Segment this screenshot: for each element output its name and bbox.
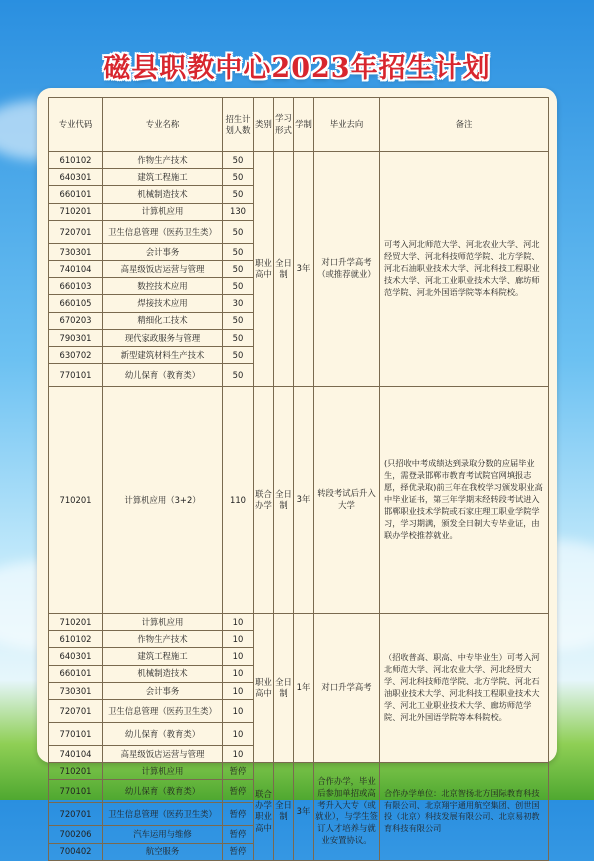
major-name: 精细化工技术	[103, 312, 223, 329]
enrollment-table	[48, 97, 549, 861]
study-form: 全日制	[274, 152, 294, 387]
header-plan: 招生计划人数	[223, 98, 254, 152]
remarks: （招收普高、职高、中专毕业生）可考入河北师范大学、河北农业大学、河北经贸大学、河北科技师范学院、北方学院、河北石油职业技术大学、河北科技工程职业技术大学、河北工业职业技术大学、廊坊师范学院、河北外国语学院等本科院校。	[380, 614, 549, 763]
plan-count: 暂停	[223, 843, 254, 860]
major-code: 720701	[49, 700, 103, 723]
major-name: 幼儿保育（教育类）	[103, 780, 223, 803]
major-name: 建筑工程施工	[103, 169, 223, 186]
major-name: 作物生产技术	[103, 631, 223, 648]
header-category: 类别	[254, 98, 274, 152]
remarks: (只招收中考成绩达到录取分数的应届毕业生，需登录邯郸市教育考试院官网填报志愿，择优录取)前三年在我校学习颁发职业高中毕业证书，第三年学期末经转段考试进入邯郸职业技术学院或石家庄理工职业学院学习，学习期满，颁发全日制大专毕业证，由联办学校推荐就业。	[380, 387, 549, 614]
major-code: 720701	[49, 220, 103, 243]
major-code: 770101	[49, 780, 103, 803]
major-code: 700206	[49, 826, 103, 843]
header-note: 备注	[380, 98, 549, 152]
plan-count: 50	[223, 364, 254, 387]
major-code: 770101	[49, 723, 103, 746]
plan-count: 10	[223, 614, 254, 631]
table-row	[49, 614, 549, 631]
header-code: 专业代码	[49, 98, 103, 152]
page-title: 磁县职教中心2023年招生计划	[103, 53, 491, 84]
major-name: 卫生信息管理（医药卫生类）	[103, 220, 223, 243]
major-name: 建筑工程施工	[103, 648, 223, 665]
plan-count: 暂停	[223, 826, 254, 843]
plan-count: 50	[223, 186, 254, 203]
major-code: 790301	[49, 329, 103, 346]
plan-count: 暂停	[223, 763, 254, 780]
major-name: 现代家政服务与管理	[103, 329, 223, 346]
major-code: 710201	[49, 387, 103, 614]
major-name: 汽车运用与维修	[103, 826, 223, 843]
major-code: 710201	[49, 763, 103, 780]
major-code: 610102	[49, 152, 103, 169]
plan-count: 10	[223, 682, 254, 699]
major-code: 730301	[49, 243, 103, 260]
header-form: 学习形式	[274, 98, 294, 152]
major-code: 770101	[49, 364, 103, 387]
major-name: 计算机应用	[103, 763, 223, 780]
plan-count: 50	[223, 278, 254, 295]
plan-count: 50	[223, 220, 254, 243]
major-code: 710201	[49, 614, 103, 631]
major-name: 机械制造技术	[103, 186, 223, 203]
major-name: 计算机应用（3+2）	[103, 387, 223, 614]
graduation-destination: 转段考试后升入大学	[314, 387, 380, 614]
study-form: 全日制	[274, 387, 294, 614]
major-name: 高星级饭店运营与管理	[103, 746, 223, 763]
major-name: 幼儿保育（教育类）	[103, 364, 223, 387]
plan-count: 10	[223, 665, 254, 682]
plan-count: 50	[223, 346, 254, 363]
graduation-destination: 合作办学，毕业后参加单招或高考升入大专（或就业），与学生签订人才培养与就业安置协议。	[314, 763, 380, 861]
plan-count: 10	[223, 631, 254, 648]
plan-count: 50	[223, 260, 254, 277]
table-row	[49, 763, 549, 780]
major-code: 730301	[49, 682, 103, 699]
study-form: 全日制	[274, 614, 294, 763]
plan-count: 10	[223, 648, 254, 665]
major-name: 会计事务	[103, 682, 223, 699]
major-code: 660101	[49, 186, 103, 203]
plan-count: 50	[223, 329, 254, 346]
major-name: 会计事务	[103, 243, 223, 260]
plan-count: 10	[223, 746, 254, 763]
remarks: 可考入河北师范大学、河北农业大学、河北经贸大学、河北科技师范学院、北方学院、河北石油职业技术大学、河北科技工程职业技术大学、河北工业职业技术大学、廊坊师范学院、河北外国语学院等本科院校。	[380, 152, 549, 387]
major-name: 卫生信息管理（医药卫生类）	[103, 803, 223, 826]
major-code: 660103	[49, 278, 103, 295]
plan-count: 110	[223, 387, 254, 614]
plan-count: 50	[223, 169, 254, 186]
plan-count: 130	[223, 203, 254, 220]
category: 职业高中	[254, 152, 274, 387]
major-code: 670203	[49, 312, 103, 329]
header-years: 学制	[294, 98, 314, 152]
major-code: 640301	[49, 648, 103, 665]
category: 联合办学	[254, 387, 274, 614]
table-row	[49, 152, 549, 169]
major-name: 航空服务	[103, 843, 223, 860]
major-code: 700402	[49, 843, 103, 860]
major-code: 660101	[49, 665, 103, 682]
header-name: 专业名称	[103, 98, 223, 152]
plan-count: 50	[223, 152, 254, 169]
table-row	[49, 387, 549, 614]
major-code: 720701	[49, 803, 103, 826]
duration: 3年	[294, 152, 314, 387]
study-form: 全日制	[274, 763, 294, 861]
category: 职业高中	[254, 614, 274, 763]
major-name: 卫生信息管理（医药卫生类）	[103, 700, 223, 723]
duration: 3年	[294, 387, 314, 614]
duration: 1年	[294, 614, 314, 763]
major-code: 630702	[49, 346, 103, 363]
major-name: 机械制造技术	[103, 665, 223, 682]
major-name: 高星级饭店运营与管理	[103, 260, 223, 277]
category: 联合办学职业高中	[254, 763, 274, 861]
plan-count: 30	[223, 295, 254, 312]
plan-count: 50	[223, 312, 254, 329]
major-code: 660105	[49, 295, 103, 312]
major-name: 幼儿保育（教育类）	[103, 723, 223, 746]
major-code: 740104	[49, 260, 103, 277]
major-name: 计算机应用	[103, 203, 223, 220]
plan-count: 10	[223, 723, 254, 746]
major-code: 640301	[49, 169, 103, 186]
major-name: 新型建筑材料生产技术	[103, 346, 223, 363]
header-destination: 毕业去向	[314, 98, 380, 152]
major-code: 710201	[49, 203, 103, 220]
major-name: 焊接技术应用	[103, 295, 223, 312]
major-code: 610102	[49, 631, 103, 648]
major-name: 数控技术应用	[103, 278, 223, 295]
plan-count: 暂停	[223, 780, 254, 803]
plan-count: 50	[223, 243, 254, 260]
duration: 3年	[294, 763, 314, 861]
plan-count: 暂停	[223, 803, 254, 826]
major-name: 计算机应用	[103, 614, 223, 631]
graduation-destination: 对口升学高考	[314, 614, 380, 763]
major-code: 740104	[49, 746, 103, 763]
plan-count: 10	[223, 700, 254, 723]
remarks: 合作办学单位：北京智扬北方国际教育科技有限公司、北京翔宇通用航空集团、创世国投（北京）科技发展有限公司、北京易初教育科技有限公司	[380, 763, 549, 861]
header-row	[49, 98, 549, 152]
graduation-destination: 对口升学高考（或推荐就业）	[314, 152, 380, 387]
major-name: 作物生产技术	[103, 152, 223, 169]
